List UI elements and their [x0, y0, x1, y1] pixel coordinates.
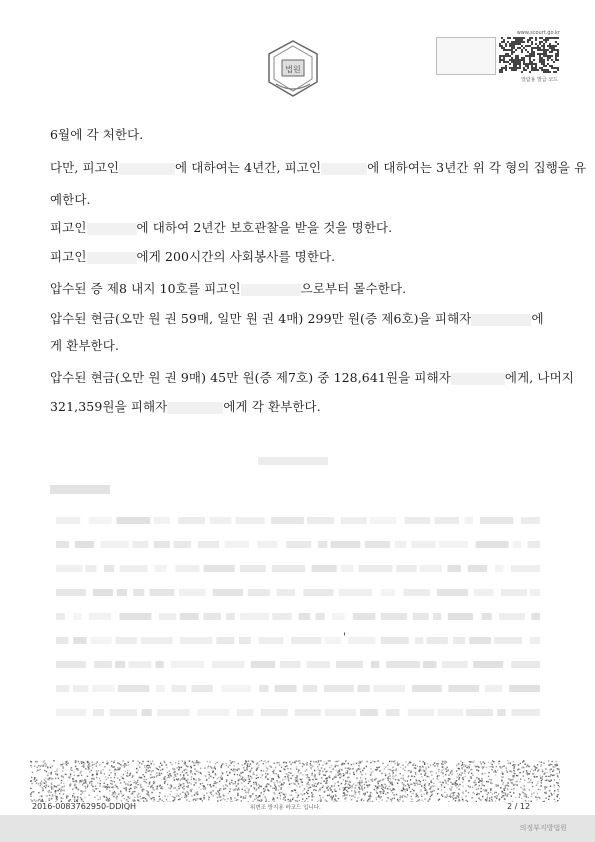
- court-emblem-icon: [262, 38, 324, 100]
- body-line-1: 6월에 각 처한다.: [50, 127, 144, 142]
- stray-mark: ': [343, 632, 346, 643]
- qr-url: www.scourt.go.kr: [516, 30, 560, 36]
- footer-band: [0, 815, 595, 842]
- redaction: [321, 163, 367, 175]
- body-line-6: 압수된 증 제8 내지 10호를 피고인 으로부터 몰수한다.: [50, 281, 407, 296]
- redacted-text-block: [48, 455, 548, 720]
- redaction: [87, 223, 137, 235]
- redaction: [87, 252, 137, 264]
- redaction: [451, 373, 505, 385]
- redaction: [119, 163, 175, 175]
- body-line-10: 321,359원을 피해자 에게 각 환부한다.: [50, 399, 321, 414]
- body-line-9: 압수된 현금(오만 원 권 9매) 45만 원(증 제7호) 중 128,641원을 피해자 에게, 나머지: [50, 370, 574, 385]
- qr-caption: 열람용 발급 코드: [521, 77, 558, 83]
- body-line-7: 압수된 현금(오만 원 권 59매, 일만 원 권 4매) 299만 원(증 제6호)을 피해자 에: [50, 311, 544, 326]
- body-line-4: 피고인 에 대하여 2년간 보호관찰을 받을 것을 명한다.: [50, 220, 393, 235]
- svg-text:법원: 법원: [285, 65, 301, 74]
- qr-info-box: [436, 37, 496, 75]
- document-id: 2016-0083762950-DDIQH: [32, 802, 137, 811]
- qr-code-icon: [499, 37, 559, 73]
- body-line-5: 피고인 에게 200시간의 사회봉사를 명한다.: [50, 249, 336, 264]
- anti-forgery-note: 위변조 방지용 바코드 입니다.: [250, 805, 321, 811]
- body-line-3: 예한다.: [50, 192, 91, 207]
- page-number: 2 / 12: [507, 802, 531, 811]
- redaction: [167, 402, 223, 414]
- court-name: 의정부지방법원: [519, 824, 567, 832]
- body-line-2: 다만, 피고인 에 대하여는 4년간, 피고인 에 대하여는 3년간 위 각 형의 집행을 유: [50, 160, 587, 175]
- security-barcode-band: [30, 760, 560, 802]
- body-line-8: 게 환부한다.: [50, 338, 120, 353]
- redaction: [241, 284, 301, 296]
- redaction: [471, 314, 531, 326]
